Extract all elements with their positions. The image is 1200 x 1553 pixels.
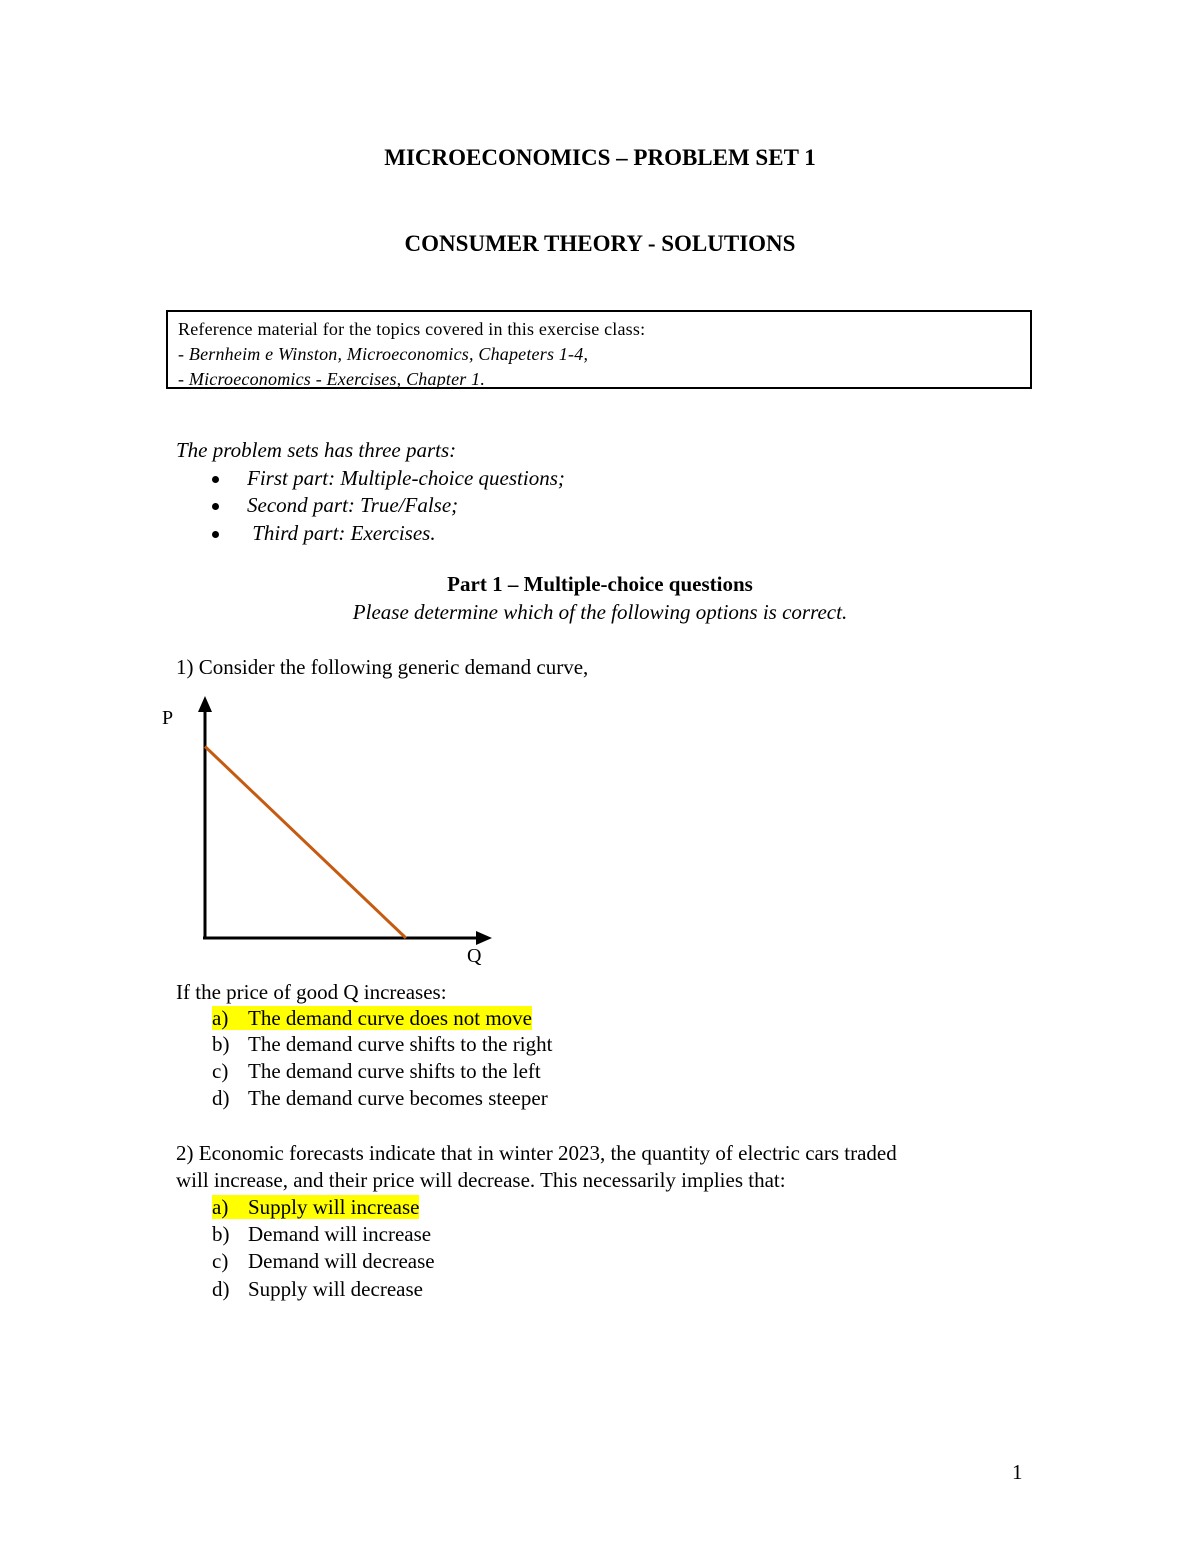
question-1-prompt: If the price of good Q increases: [176, 980, 447, 1004]
question-2-line-1: 2) Economic forecasts indicate that in winter 2023, the quantity of electric cars traded [176, 1141, 897, 1165]
document-title: MICROECONOMICS – PROBLEM SET 1 [384, 145, 816, 170]
document-subtitle: CONSUMER THEORY - SOLUTIONS [404, 231, 796, 256]
answer-highlight: a) The demand curve does not move [212, 1006, 532, 1030]
question-1-option-a [212, 1006, 532, 1031]
question-2-option-b: b) Demand will increase [212, 1222, 432, 1246]
question-1-option-b: b) The demand curve shifts to the right [212, 1032, 553, 1056]
question-2-option-c: c) Demand will decrease [212, 1249, 435, 1273]
x-axis-label: Q [467, 945, 482, 967]
answer-highlight: a) Supply will increase [212, 1195, 420, 1219]
page-number: 1 [1012, 1460, 1023, 1484]
demand-curve-chart [150, 690, 510, 970]
reference-box [166, 310, 1032, 389]
question-1-text: 1) Consider the following generic demand curve, [176, 655, 589, 679]
reference-line-2: - Bernheim e Winston, Microeconomics, Chapeters 1-4, [178, 344, 589, 364]
y-axis-label: P [162, 707, 174, 729]
x-axis-arrow-icon [476, 931, 492, 945]
question-1-option-c: c) The demand curve shifts to the left [212, 1059, 541, 1083]
y-axis-arrow-icon [198, 696, 212, 712]
question-2-option-a [212, 1195, 419, 1220]
question-2-line-2: will increase, and their price will decrease. This necessarily implies that: [176, 1168, 786, 1192]
bullet-icon [212, 476, 219, 483]
part1-instruction: Please determine which of the following options is correct. [352, 600, 848, 624]
part1-heading: Part 1 – Multiple-choice questions [447, 572, 753, 596]
reference-line-1: Reference material for the topics covered in this exercise class: [178, 319, 646, 339]
intro-text: The problem sets has three parts: [176, 438, 457, 462]
bullet-icon [212, 503, 219, 510]
question-2-option-d: d) Supply will decrease [212, 1277, 423, 1301]
reference-line-3: - Microeconomics - Exercises, Chapter 1. [178, 369, 486, 389]
bullet-icon [212, 531, 219, 538]
question-1-option-d: d) The demand curve becomes steeper [212, 1086, 548, 1110]
demand-curve-line [205, 746, 406, 938]
